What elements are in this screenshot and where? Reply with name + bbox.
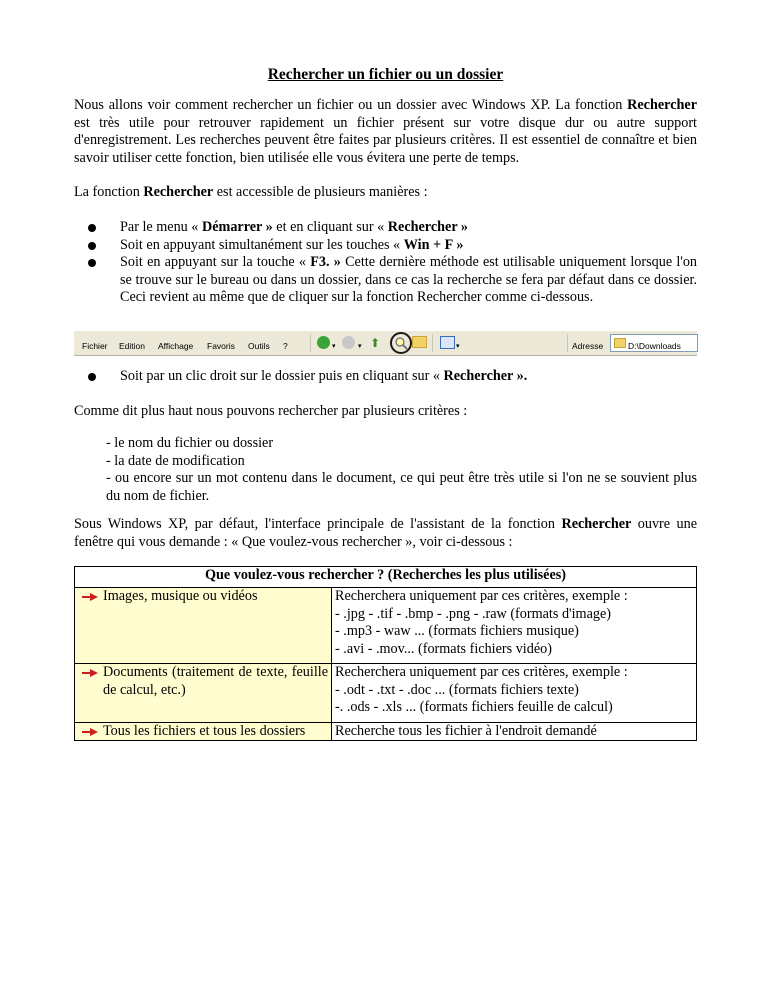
red-arrow-icon <box>81 668 99 678</box>
back-icon[interactable] <box>317 336 330 349</box>
list-item: - le nom du fichier ou dossier <box>106 435 274 451</box>
menu-edition[interactable]: Edition <box>119 341 145 351</box>
menu-outils[interactable]: Outils <box>248 341 270 351</box>
bullet-dot <box>88 224 96 232</box>
intro-text-1: Nous allons voir comment rechercher un fichier ou un dossier avec Windows XP. La fonction <box>74 97 628 113</box>
intro-bold-rechercher: Rechercher <box>627 97 697 113</box>
bullet-text: Par le menu « <box>120 219 202 235</box>
table-cell-type <box>75 722 332 741</box>
table-cell-description <box>332 588 697 664</box>
search-icon[interactable] <box>390 332 412 354</box>
search-type-label: Documents (traitement de texte, feuille de calcul, etc.) <box>103 664 328 698</box>
search-type-label: Tous les fichiers et tous les dossiers <box>103 722 306 739</box>
red-arrow-icon <box>81 727 99 737</box>
description-line: Recherchera uniquement par ces critères, exemple : <box>335 588 628 604</box>
red-arrow-icon <box>81 592 99 602</box>
bullet-text: et en cliquant sur « <box>272 219 388 235</box>
xp-text-1: Sous Windows XP, par défaut, l'interface principale de l'assistant de la fonction <box>74 516 562 532</box>
bullet-dot <box>88 242 96 250</box>
list-item <box>74 368 697 386</box>
table-cell-type <box>75 664 332 723</box>
chevron-down-icon[interactable]: ▾ <box>358 343 362 350</box>
table-header-row <box>75 567 697 588</box>
intro-text-2: est très utile pour retrouver rapidement un fichier présent sur votre disque dur ou autre support d'enregistrement. Les recherches peuvent être faites par plusieurs critères. Il est essentiel de connaître et bien savoir utiliser cette fonction, bien utilisée elle vous évitera une perte de temps. <box>74 114 697 166</box>
access-bold-rechercher: Rechercher <box>143 184 214 200</box>
list-item <box>74 219 697 237</box>
access-methods-list-2 <box>74 368 697 386</box>
xp-bold-rechercher: Rechercher <box>561 516 632 532</box>
toolbar-separator <box>310 334 311 352</box>
page-title: Rechercher un fichier ou un dossier <box>267 66 504 83</box>
bullet-text: Soit en appuyant simultanément sur les touches « <box>120 236 404 253</box>
bullet-keyword: Rechercher ». <box>443 368 528 384</box>
access-text-1: La fonction <box>74 184 144 200</box>
menu-fichier[interactable]: Fichier <box>82 341 108 351</box>
forward-icon[interactable] <box>342 336 355 349</box>
table-row <box>75 722 697 741</box>
views-icon[interactable] <box>440 336 455 349</box>
description-line: - .odt - .txt - .doc ... (formats fichiers texte) <box>335 681 579 698</box>
address-value: D:\Downloads <box>628 341 681 351</box>
description-line: Recherchera uniquement par ces critères, exemple : <box>335 664 628 680</box>
bullet-keyword: F3. » <box>310 254 341 270</box>
address-field[interactable] <box>610 334 698 352</box>
toolbar-separator <box>567 334 568 352</box>
bullet-dot <box>88 259 96 267</box>
folder-icon <box>614 338 626 348</box>
chevron-down-icon[interactable]: ▾ <box>456 343 460 350</box>
table-row <box>75 664 697 723</box>
menu-favoris[interactable]: Favoris <box>207 341 235 351</box>
bullet-keyword: Rechercher » <box>387 219 469 235</box>
bullet-keyword: Win + F » <box>403 236 464 253</box>
access-paragraph <box>74 184 697 202</box>
magnifier-icon <box>392 334 410 352</box>
search-types-table <box>74 566 697 741</box>
xp-paragraph <box>74 516 697 551</box>
address-label: Adresse <box>572 341 604 351</box>
search-type-label: Images, musique ou vidéos <box>103 588 258 604</box>
folders-icon[interactable] <box>412 336 427 348</box>
bullet-text: Soit par un clic droit sur le dossier puis en cliquant sur « <box>120 368 444 384</box>
criteria-text: - ou encore sur un mot contenu dans le document, ce qui peut être très utile si l'on ne se souvient plus du nom de fichier. <box>106 470 697 504</box>
menu-affichage[interactable]: Affichage <box>158 341 194 351</box>
list-item <box>106 470 697 505</box>
up-folder-icon[interactable]: ⬆ <box>370 336 381 350</box>
explorer-toolbar-screenshot <box>74 331 697 356</box>
chevron-down-icon[interactable]: ▾ <box>332 343 336 350</box>
description-line: - .avi - .mov... (formats fichiers vidéo) <box>335 640 552 657</box>
description-line: - .jpg - .tif - .bmp - .png - .raw (formats d'image) <box>335 605 611 622</box>
description-line: - .mp3 - waw ... (formats fichiers musique) <box>335 623 579 639</box>
table-row <box>75 588 697 664</box>
description-line: -. .ods - .xls ... (formats fichiers feuille de calcul) <box>335 699 613 715</box>
access-methods-list <box>74 219 697 307</box>
bullet-dot <box>88 373 96 381</box>
bullet-keyword: Démarrer » <box>201 219 273 235</box>
description-line: Recherche tous les fichier à l'endroit demandé <box>335 722 597 739</box>
criteria-list <box>106 435 697 505</box>
table-cell-description <box>332 664 697 723</box>
list-item: - la date de modification <box>106 452 245 469</box>
access-text-2: est accessible de plusieurs manières : <box>213 184 428 200</box>
table-cell-type <box>75 588 332 664</box>
toolbar-separator <box>432 334 433 352</box>
bullet-text: Cette dernière méthode est utilisable uniquement lorsque l'on se trouve sur le bureau ou dans un dossier, dans ce cas la recherche se fera par défaut dans ce dossier. Ceci revient au même que de cliquer sur la fonction Rechercher comme ci-dessous. <box>120 254 698 305</box>
xp-text-2: ouvre une fenêtre qui vous demande : « Que voulez-vous rechercher », voir ci-dessous : <box>74 516 697 550</box>
bullet-text: Soit en appuyant sur la touche « <box>120 254 311 270</box>
intro-paragraph <box>74 97 697 167</box>
table-header: Que voulez-vous rechercher ? (Recherches les plus utilisées) <box>75 567 697 588</box>
criteria-intro: Comme dit plus haut nous pouvons rechercher par plusieurs critères : <box>74 403 468 419</box>
table-cell-description <box>332 722 697 741</box>
menu-help[interactable]: ? <box>283 341 288 351</box>
list-item <box>74 237 697 255</box>
list-item <box>74 254 697 307</box>
